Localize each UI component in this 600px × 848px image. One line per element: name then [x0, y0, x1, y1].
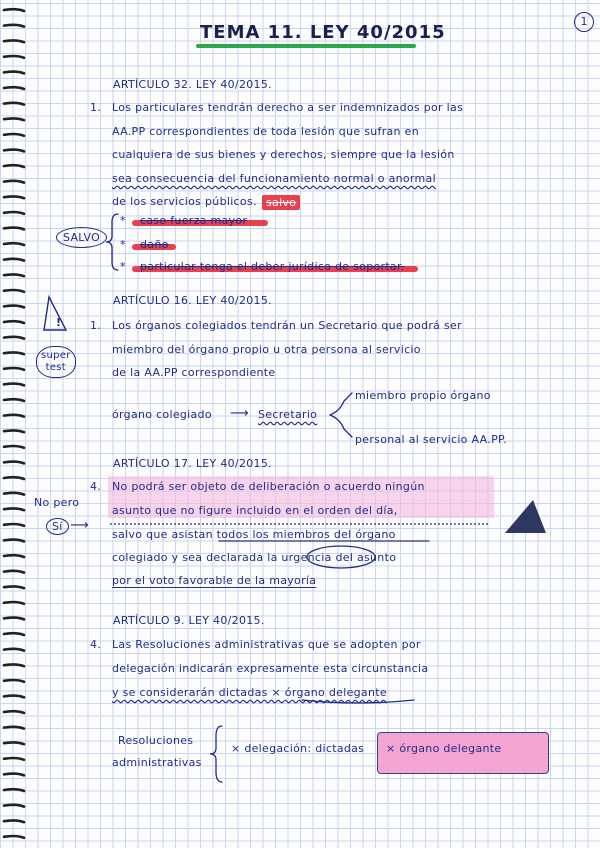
spiral-ring — [4, 228, 24, 230]
spiral-ring — [4, 352, 24, 354]
spiral-ring — [4, 508, 24, 510]
super-test-line-1: super — [41, 350, 71, 361]
super-test-badge — [36, 346, 76, 378]
spiral-ring — [4, 696, 24, 698]
diagram-secretario: Secretario — [258, 408, 318, 421]
summary-middle: × delegación: dictadas — [231, 742, 365, 755]
spiral-ring — [4, 836, 24, 838]
spiral-ring — [4, 540, 24, 542]
spiral-ring — [4, 9, 24, 11]
title-underline — [196, 44, 416, 48]
spiral-ring — [4, 72, 24, 74]
spiral-ring — [4, 462, 24, 464]
article-32-heading: ARTÍCULO 32. LEY 40/2015. — [113, 78, 272, 91]
article-9-number: 4. — [90, 638, 102, 651]
spiral-ring — [4, 368, 24, 370]
spiral-ring — [4, 25, 24, 27]
spiral-ring — [4, 56, 24, 58]
article-17-line-1: No podrá ser objeto de deliberación o acuerdo ningún — [112, 480, 425, 493]
spiral-ring — [4, 337, 24, 339]
spiral-ring — [4, 633, 24, 635]
spiral-ring — [4, 243, 24, 245]
article-9-line-1: Las Resoluciones administrativas que se adopten por — [112, 638, 421, 651]
article-17-line-5: por el voto favorable de la mayoría — [112, 574, 317, 587]
spiral-ring — [4, 181, 24, 183]
spiral-ring — [4, 477, 24, 479]
spiral-ring — [4, 555, 24, 557]
article-16-line-1: Los órganos colegiados tendrán un Secretario que podrá ser — [112, 319, 462, 332]
spiral-ring — [4, 571, 24, 573]
spiral-ring — [4, 150, 24, 152]
spiral-ring — [4, 446, 24, 448]
spiral-ring — [4, 820, 24, 822]
spiral-ring — [4, 602, 24, 604]
article-32-line-4: sea consecuencia del funcionamiento normal o anormal — [112, 172, 436, 185]
spiral-ring — [4, 680, 24, 682]
spiral-ring — [4, 742, 24, 744]
spiral-ring — [4, 649, 24, 651]
spiral-binding — [0, 0, 30, 848]
exception-2: daño — [140, 238, 169, 251]
spiral-ring — [4, 259, 24, 261]
spiral-ring — [4, 165, 24, 167]
margin-note-arrow: ⟶ — [70, 518, 89, 533]
spiral-ring — [4, 805, 24, 807]
spiral-ring — [4, 758, 24, 760]
spiral-ring — [4, 134, 24, 136]
summary-label-2: administrativas — [112, 756, 202, 769]
spiral-ring — [4, 727, 24, 729]
article-32-line-3: cualquiera de sus bienes y derechos, siempre que la lesión — [112, 148, 455, 161]
article-32-line-5: de los servicios públicos. — [112, 195, 257, 208]
article-17-number: 4. — [90, 480, 102, 493]
spiral-ring — [4, 40, 24, 42]
article-9-line-3: y se considerarán dictadas × órgano delegante — [112, 686, 387, 699]
warning-icon-mark: ! — [56, 316, 62, 329]
exception-3-bullet: * — [120, 260, 126, 273]
article-17-line-2: asunto que no figure incluido en el orden del día, — [112, 504, 398, 517]
spiral-ring — [4, 399, 24, 401]
article-32-line-1: Los particulares tendrán derecho a ser indemnizados por las — [112, 101, 464, 114]
spiral-ring — [4, 664, 24, 666]
exception-1-bullet: * — [120, 214, 126, 227]
spiral-ring — [4, 618, 24, 620]
article-32-number: 1. — [90, 101, 102, 114]
article-16-line-3: de la AA.PP correspondiente — [112, 366, 276, 379]
page-number: 1 — [574, 12, 594, 32]
spiral-ring — [4, 87, 24, 89]
spiral-ring — [4, 118, 24, 120]
spiral-ring — [4, 415, 24, 417]
summary-result: × órgano delegante — [386, 742, 502, 755]
spiral-ring — [4, 711, 24, 713]
article-9-heading: ARTÍCULO 9. LEY 40/2015. — [113, 614, 265, 627]
spiral-ring — [4, 384, 24, 386]
margin-note-si: Sí — [46, 518, 69, 535]
article-16-line-2: miembro del órgano propio u otra persona al servicio — [112, 343, 421, 356]
exception-1: caso fuerza mayor — [140, 214, 248, 227]
article-32-line-2: AA.PP correspondientes de toda lesión que sufran en — [112, 125, 419, 138]
spiral-ring — [4, 196, 24, 198]
article-17-heading: ARTÍCULO 17. LEY 40/2015. — [113, 457, 272, 470]
article-16-heading: ARTÍCULO 16. LEY 40/2015. — [113, 294, 272, 307]
exception-2-bullet: * — [120, 238, 126, 251]
salvo-tag: salvo — [266, 196, 297, 209]
diagram-bottom-branch: personal al servicio AA.PP. — [355, 433, 508, 446]
spiral-ring — [4, 789, 24, 791]
article-17-line-3: salvo que asistan todos los miembros del órgano — [112, 528, 396, 541]
diagram-arrow: ⟶ — [230, 406, 249, 421]
spiral-ring — [4, 290, 24, 292]
article-16-number: 1. — [90, 319, 102, 332]
spiral-ring — [4, 306, 24, 308]
spiral-ring — [4, 274, 24, 276]
spiral-ring — [4, 586, 24, 588]
article-17-line-4: colegiado y sea declarada la urgencia del asunto — [112, 551, 397, 564]
article-9-line-2: delegación indicarán expresamente esta circunstancia — [112, 662, 429, 675]
spiral-ring — [4, 321, 24, 323]
exception-3: particular tenga el deber jurídico de soportar. — [140, 260, 405, 273]
spiral-ring — [4, 774, 24, 776]
spiral-ring — [4, 212, 24, 214]
page-title: TEMA 11. LEY 40/2015 — [200, 22, 446, 43]
summary-label-1: Resoluciones — [118, 734, 194, 747]
spiral-ring — [4, 524, 24, 526]
salvo-side-label: SALVO — [56, 227, 107, 248]
spiral-ring — [4, 430, 24, 432]
super-test-line-2: test — [45, 362, 67, 373]
margin-note-no-pero: No pero — [34, 496, 80, 509]
spiral-ring — [4, 493, 24, 495]
diagram-organo-colegiado: órgano colegiado — [112, 408, 212, 421]
spiral-ring — [4, 103, 24, 105]
diagram-top-branch: miembro propio órgano — [355, 389, 491, 402]
